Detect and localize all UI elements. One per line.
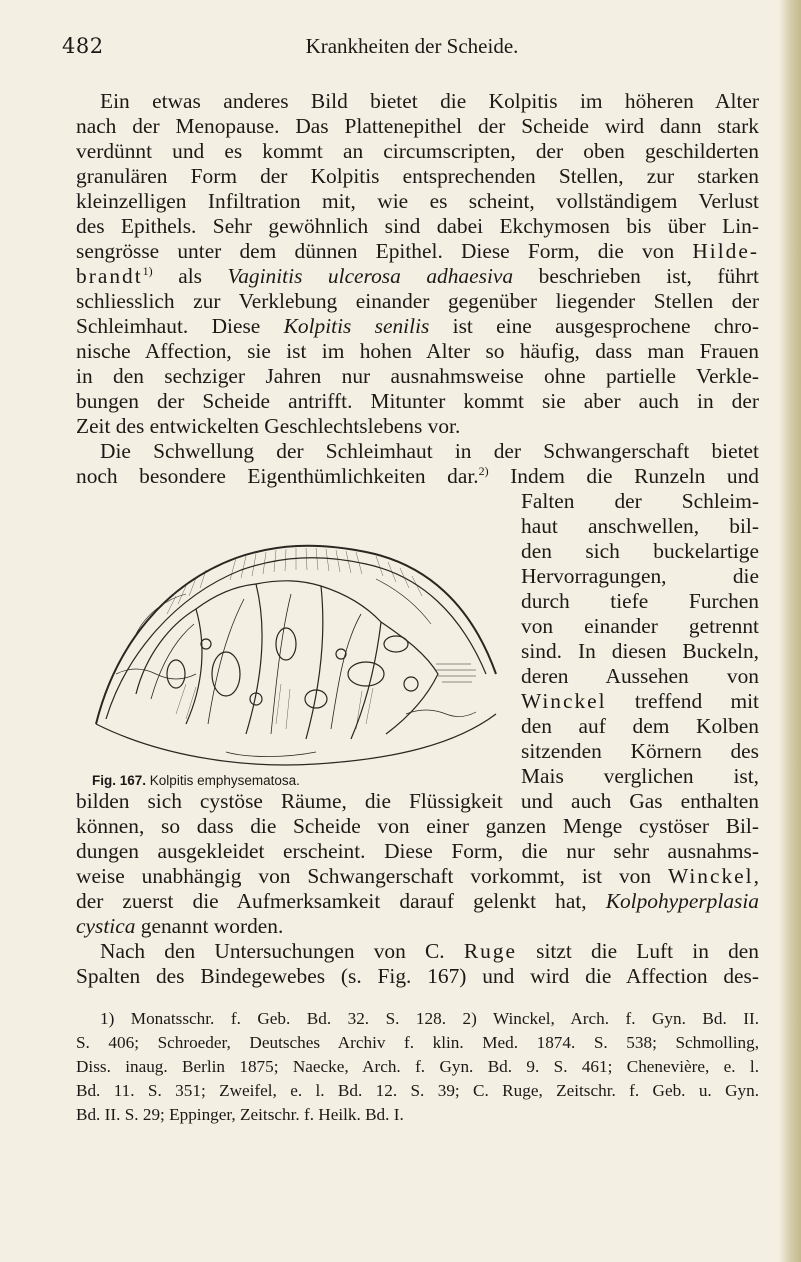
- text-line: [100, 938, 759, 964]
- text-line: schliesslich zur Verklebung einander gegenüber liegender Stellen der: [76, 289, 759, 313]
- text-line: [76, 263, 759, 289]
- text-line: bungen der Scheide antrifft. Mitunter kommt sie aber auch in der: [76, 389, 759, 413]
- text-line: des Epithels. Sehr gewöhnlich sind dabei Ekchymosen bis über Lin-: [76, 214, 759, 238]
- author-name: brandt: [76, 264, 143, 288]
- text-line: haut anschwellen, bil-: [521, 514, 759, 538]
- text-fragment: noch besondere Eigenthümlichkeiten dar.: [76, 464, 479, 488]
- footnote-line: S. 406; Schroeder, Deutsches Archiv f. klin. Med. 1874. S. 538; Schmolling,: [76, 1033, 759, 1052]
- page-number: 482: [62, 34, 104, 58]
- text-line: [521, 688, 759, 714]
- text-line: nische Affection, sie ist im hohen Alter so häufig, dass man Frauen: [76, 339, 759, 363]
- term-italic: Kolpohyperplasia: [605, 889, 759, 913]
- text-fragment: sengrösse unter dem dünnen Epithel. Diese Form, die von: [76, 239, 675, 263]
- text-line: [76, 238, 759, 264]
- text-fragment: sitzt die Luft in den: [536, 939, 759, 963]
- author-name: Winckel: [668, 864, 754, 888]
- footnote-line: Diss. inaug. Berlin 1875; Naecke, Arch. f. Gyn. Bd. 9. S. 461; Chenevière, e. l.: [76, 1057, 759, 1076]
- text-line: verdünnt und es kommt an circumscripten, der oben geschilderten: [76, 139, 759, 163]
- text-line: [76, 863, 759, 889]
- text-line: bilden sich cystöse Räume, die Flüssigkeit und auch Gas enthalten: [76, 789, 759, 813]
- text-line: [76, 888, 759, 914]
- author-name: Winckel: [521, 689, 607, 713]
- footnote-line: 1) Monatsschr. f. Geb. Bd. 32. S. 128. 2) Winckel, Arch. f. Gyn. Bd. II.: [100, 1009, 759, 1028]
- term-italic: Kolpitis senilis: [283, 314, 430, 338]
- author-name: Ruge: [463, 939, 517, 963]
- text-line: sitzenden Körnern des: [521, 739, 759, 763]
- text-line: in den sechziger Jahren nur ausnahmsweise ohne partielle Verkle-: [76, 364, 759, 388]
- text-line: Spalten des Bindegewebes (s. Fig. 167) und wird die Affection des-: [76, 964, 759, 988]
- footnote-line: Bd. 11. S. 351; Zweifel, e. l. Bd. 12. S. 39; C. Ruge, Zeitschr. f. Geb. u. Gyn.: [76, 1081, 759, 1100]
- text-fragment: beschrieben ist, führt: [538, 264, 759, 288]
- text-fragment: Schleimhaut. Diese: [76, 314, 261, 338]
- text-fragment: ,: [753, 864, 759, 888]
- text-line: Ein etwas anderes Bild bietet die Kolpitis im höheren Alter: [100, 89, 759, 113]
- text-line: Zeit des entwickelten Geschlechtslebens vor.: [76, 414, 461, 438]
- footnote-line: Bd. II. S. 29; Eppinger, Zeitschr. f. Heilk. Bd. I.: [76, 1105, 404, 1124]
- term-italic: cystica: [76, 914, 136, 938]
- text-line: dungen ausgekleidet erscheint. Diese Form, die nur sehr ausnahms-: [76, 839, 759, 863]
- author-name: Hilde-: [692, 239, 759, 263]
- text-line: granulären Form der Kolpitis entsprechenden Stellen, zur starken: [76, 164, 759, 188]
- text-line: [76, 913, 759, 939]
- text-line: Die Schwellung der Schleimhaut in der Schwangerschaft bietet: [100, 439, 759, 463]
- page-edge-shadow: [779, 0, 801, 1262]
- text-line: können, so dass die Scheide von einer ganzen Menge cystöser Bil-: [76, 814, 759, 838]
- text-line: Falten der Schleim-: [521, 489, 759, 513]
- text-line: durch tiefe Furchen: [521, 589, 759, 613]
- text-line: kleinzelligen Infiltration mit, wie es scheint, vollständigem Verlust: [76, 189, 759, 213]
- footnote-marker: 1): [142, 263, 153, 278]
- text-line: sind. In diesen Buckeln,: [521, 639, 759, 663]
- text-fragment: genannt worden.: [140, 914, 284, 938]
- text-fragment: als: [178, 264, 202, 288]
- text-line: den sich buckelartige: [521, 539, 759, 563]
- text-line: Hervorragungen, die: [521, 564, 759, 588]
- text-fragment: ist eine ausgesprochene chro-: [452, 314, 759, 338]
- figure-label: Fig. 167.: [92, 773, 147, 788]
- histology-illustration: [76, 524, 516, 776]
- text-fragment: Indem die Runzeln und: [510, 464, 759, 488]
- page-header: [62, 34, 762, 64]
- text-line: [76, 463, 759, 489]
- text-fragment: Nach den Untersuchungen von C.: [100, 939, 445, 963]
- figure-caption-text: Kolpitis emphysematosa.: [149, 773, 300, 788]
- text-fragment: der zuerst die Aufmerksamkeit darauf gelenkt hat,: [76, 889, 587, 913]
- text-line: von einander getrennt: [521, 614, 759, 638]
- text-fragment: treffend mit: [634, 689, 759, 713]
- text-line: deren Aussehen von: [521, 664, 759, 688]
- figure-167: [76, 524, 516, 776]
- text-line: Mais verglichen ist,: [521, 764, 759, 788]
- footnote-marker: 2): [478, 463, 489, 478]
- term-italic: Vaginitis ulcerosa adhaesiva: [227, 264, 514, 288]
- text-line: [76, 313, 759, 339]
- text-fragment: weise unabhängig von Schwangerschaft vorkommt, ist von: [76, 864, 652, 888]
- text-line: den auf dem Kolben: [521, 714, 759, 738]
- text-line: nach der Menopause. Das Plattenepithel der Scheide wird dann stark: [76, 114, 759, 138]
- running-title: Krankheiten der Scheide.: [305, 34, 519, 58]
